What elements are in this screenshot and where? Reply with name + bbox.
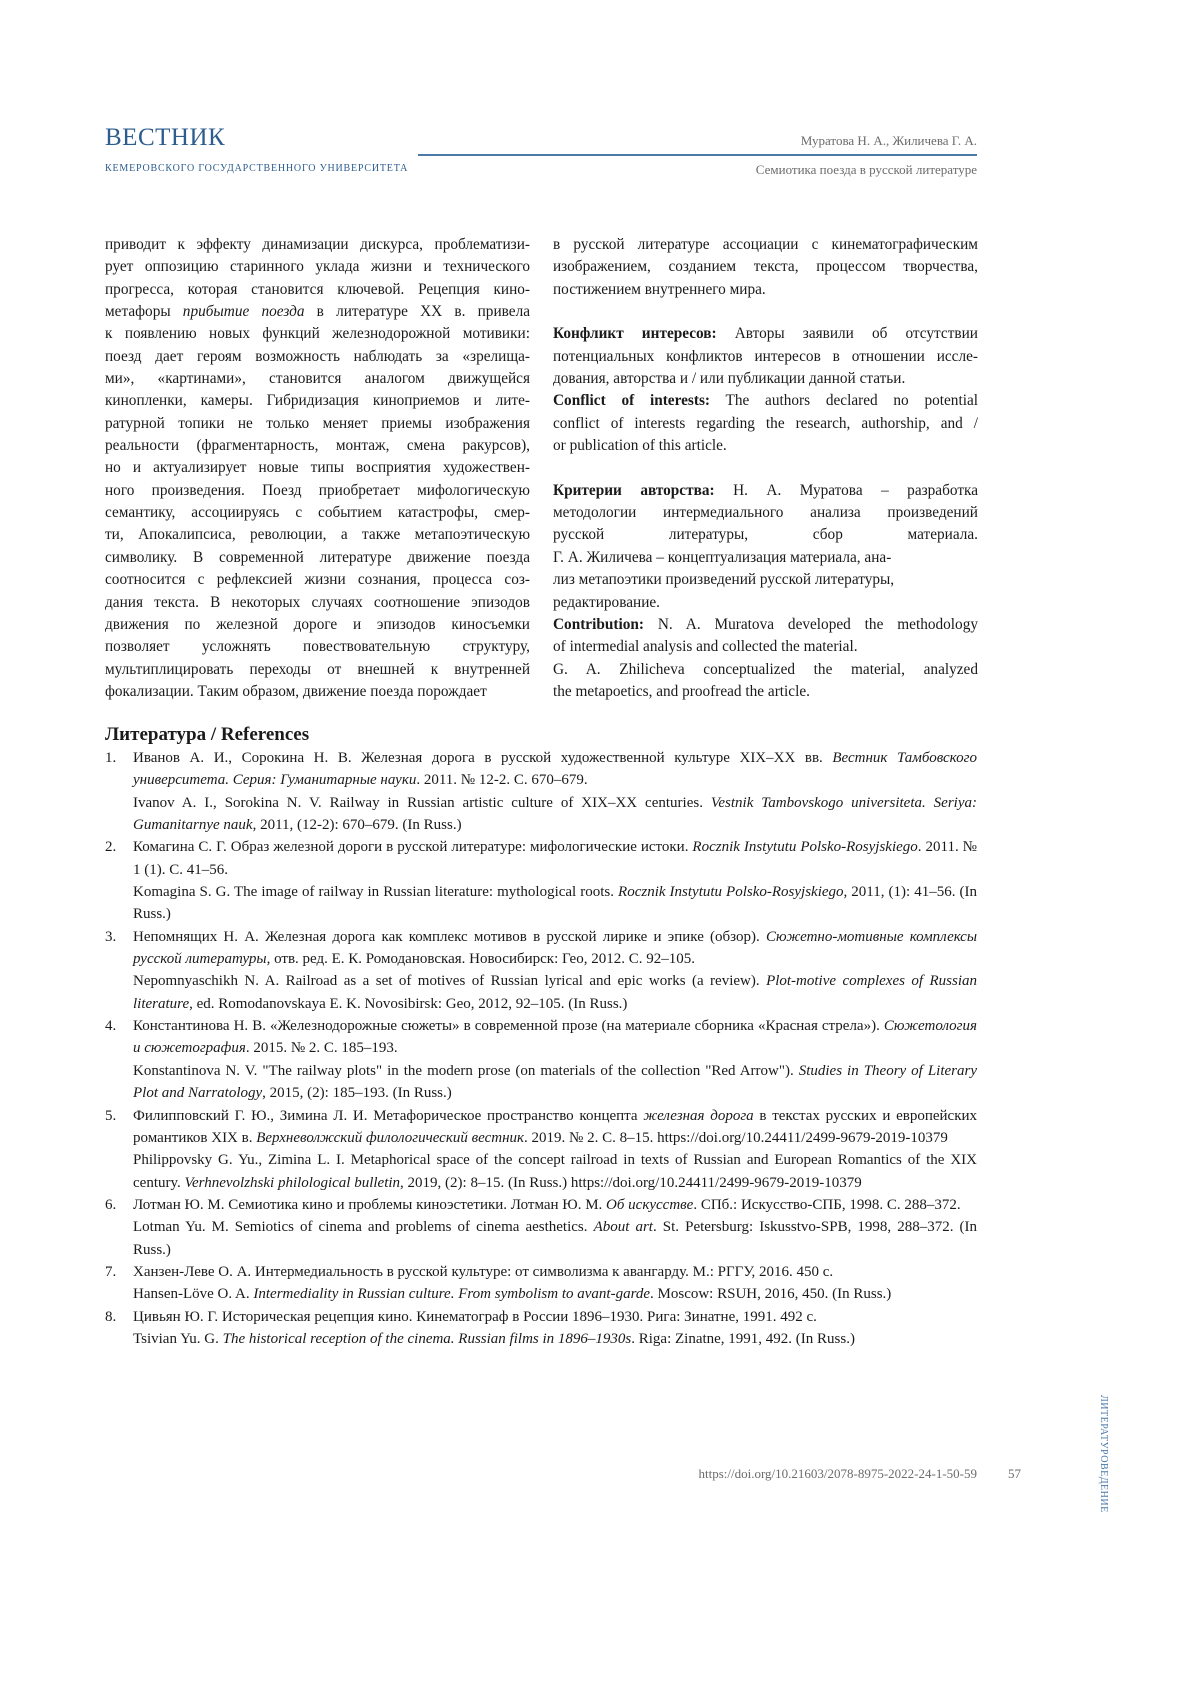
italic-text: Сюжетология и сюжетография — [133, 1018, 977, 1056]
text-line — [553, 346, 978, 368]
reference-ru — [133, 926, 977, 971]
footer-doi[interactable]: https://doi.org/10.21603/2078-8975-2022-24-1-50-59 — [698, 1466, 977, 1482]
text-run: в русской литературе ассоциации с кинематографическим — [553, 236, 978, 253]
text-run: . СПб.: Искусство-СПБ, 1998. С. 288–372. — [693, 1197, 960, 1213]
text-line — [553, 323, 978, 345]
text-run: Lotman Yu. M. Semiotics of cinema and problems of cinema aesthetics. — [133, 1219, 594, 1235]
text-run: Hansen-Löve O. A. — [133, 1286, 253, 1302]
blank-line — [553, 301, 978, 323]
text-run: conflict of interests regarding the research, authorship, and / — [553, 415, 978, 432]
italic-text: Об искусстве — [606, 1197, 693, 1213]
reference-en — [133, 1216, 977, 1261]
italic-text: Rocznik Instytutu Polsko-Rosyjskiego — [618, 884, 844, 900]
reference-item — [105, 1194, 977, 1261]
italic-text: Plot-motive complexes of Russian literature — [133, 973, 977, 1011]
text-run: русской литературы, сбор материала. — [553, 526, 978, 543]
text-run: символику. В современной литературе движение поезда — [105, 549, 530, 566]
text-run: , отв. ред. Е. К. Ромодановская. Новосибирск: Гео, 2012. С. 92–105. — [267, 951, 695, 967]
bold-text: Конфликт интересов: — [553, 325, 717, 342]
text-run: Nepomnyaschikh N. A. Railroad as a set of motives of Russian lyrical and epic works (a review). — [133, 973, 766, 989]
text-run: Цивьян Ю. Г. Историческая рецепция кино. Кинематограф в России 1896–1930. Рига: Зинатне, 1991. 492 с. — [133, 1309, 817, 1325]
text-run: в литературе XX в. привела — [305, 303, 531, 320]
text-line — [105, 323, 530, 345]
text-line — [105, 480, 530, 502]
text-run: позволяет усложнять повествовательную структуру, — [105, 638, 530, 655]
text-run: Philippovsky G. Yu., Zimina L. I. Metaphorical space of the concept railroad in texts of Russian and European Romantics of the XIX century. — [133, 1152, 977, 1190]
text-run: в текстах русских и европейских романтиков XIX в. — [133, 1108, 977, 1146]
text-run: ми», «картинами», становится аналогом движущейся — [105, 370, 530, 387]
reference-item — [105, 1306, 977, 1351]
text-line — [105, 346, 530, 368]
text-run: ратурной топики не только меняет приемы изображения — [105, 415, 530, 432]
text-line — [105, 636, 530, 658]
text-run: соотносится с рефлексией жизни сознания, процесса соз- — [105, 571, 530, 588]
reference-number: 2. — [105, 836, 133, 925]
text-run: The authors declared no potential — [710, 392, 978, 409]
references-list — [105, 747, 977, 1350]
text-run: фокализации. Таким образом, движение поезда порождает — [105, 683, 487, 700]
italic-text: Studies in Theory of Literary Plot and Narratology — [133, 1063, 977, 1101]
running-authors: Муратова Н. А., Жиличева Г. А. — [801, 133, 977, 149]
page-number: 57 — [1008, 1466, 1021, 1482]
text-run: . Riga: Zinatne, 1991, 492. (In Russ.) — [631, 1331, 855, 1347]
reference-number: 8. — [105, 1306, 133, 1351]
italic-text: Verhnevolzhski philological bulletin — [185, 1175, 401, 1191]
text-run: Komagina S. G. The image of railway in Russian literature: mythological roots. — [133, 884, 618, 900]
text-run: рует оппозицию старинного уклада жизни и технического — [105, 258, 530, 275]
text-line — [105, 256, 530, 278]
text-line — [105, 681, 530, 703]
left-text-column — [105, 234, 530, 703]
text-run: Комагина С. Г. Образ железной дороги в русской литературе: мифологические истоки. — [133, 839, 692, 855]
reference-ru — [133, 836, 977, 881]
text-line — [105, 569, 530, 591]
text-line — [105, 368, 530, 390]
text-run: ти, Апокалипсиса, революции, а также метапоэтическую — [105, 526, 530, 543]
text-run: постижением внутреннего мира. — [553, 281, 766, 298]
text-line — [553, 256, 978, 278]
reference-item — [105, 747, 977, 836]
text-run: потенциальных конфликтов интересов в отношении иссле- — [553, 348, 978, 365]
reference-en — [133, 1060, 977, 1105]
text-run: дания текста. В некоторых случаях соотношение эпизодов — [105, 594, 530, 611]
text-run: но и актуализирует новые типы восприятия художествен- — [105, 459, 530, 476]
text-run: движения по железной дороге и эпизодов киносъемки — [105, 616, 530, 633]
text-run: . Moscow: RSUH, 2016, 450. (In Russ.) — [650, 1286, 891, 1302]
text-run: мультиплицировать переходы от внешней к внутренней — [105, 661, 530, 678]
text-run: Лотман Ю. М. Семиотика кино и проблемы киноэстетики. Лотман Ю. М. — [133, 1197, 606, 1213]
text-line — [553, 279, 978, 301]
text-run: Konstantinova N. V. "The railway plots" in the modern prose (on materials of the collection "Red Arrow"). — [133, 1063, 799, 1079]
text-line — [553, 659, 978, 681]
text-line — [105, 234, 530, 256]
references-heading: Литература / References — [105, 724, 309, 746]
reference-ru — [133, 1194, 977, 1216]
journal-subtitle: КЕМЕРОВСКОГО ГОСУДАРСТВЕННОГО УНИВЕРСИТЕТА — [105, 163, 408, 174]
reference-body — [133, 1015, 977, 1104]
reference-ru — [133, 1105, 977, 1150]
reference-body — [133, 1306, 977, 1351]
text-run: прогресса, которая становится ключевой. Рецепция кино- — [105, 281, 530, 298]
bold-text: Критерии авторства: — [553, 482, 715, 499]
reference-ru — [133, 1261, 977, 1283]
text-run: . 2011. № 12-2. С. 670–679. — [416, 772, 587, 788]
text-run: Непомнящих Н. А. Железная дорога как комплекс мотивов в русской лирике и эпике (обзор). — [133, 929, 766, 945]
reference-body — [133, 926, 977, 1015]
reference-item — [105, 1105, 977, 1194]
text-line — [553, 592, 978, 614]
text-run: . 2015. № 2. С. 185–193. — [246, 1040, 398, 1056]
text-run: кинопленки, камеры. Гибридизация киноприемов и лите- — [105, 392, 530, 409]
text-line — [553, 636, 978, 658]
text-run: Tsivian Yu. G. — [133, 1331, 223, 1347]
italic-text: Vestnik Tambovskogo universiteta. Seriya: Gumanitarnye nauk — [133, 795, 977, 833]
text-run: , 2019, (2): 8–15. (In Russ.) https://doi.org/10.24411/2499-9679-2019-10379 — [400, 1175, 862, 1191]
text-run: . St. Petersburg: Iskusstvo-SPB, 1998, 288–372. (In Russ.) — [133, 1219, 977, 1257]
text-line — [105, 301, 530, 323]
text-line — [105, 524, 530, 546]
reference-en — [133, 881, 977, 926]
reference-body — [133, 1105, 977, 1194]
reference-item — [105, 836, 977, 925]
text-line — [105, 457, 530, 479]
text-run: , 2011, (1): 41–56. (In Russ.) — [133, 884, 977, 922]
reference-body — [133, 836, 977, 925]
text-line — [553, 368, 978, 390]
text-run: Ханзен-Леве О. А. Интермедиальность в русской культуре: от символизма к авангарду. М.: РГГУ, 2016. 450 с. — [133, 1264, 833, 1280]
text-line — [105, 390, 530, 412]
text-run: ного произведения. Поезд приобретает мифологическую — [105, 482, 530, 499]
text-run: , 2015, (2): 185–193. (In Russ.) — [262, 1085, 452, 1101]
text-line — [105, 279, 530, 301]
text-run: приводит к эффекту динамизации дискурса, проблематизи- — [105, 236, 530, 253]
italic-text: Сюжетно-мотивные комплексы русской литературы — [133, 929, 977, 967]
text-run: поезд дает героям возможность наблюдать за «зрелища- — [105, 348, 530, 365]
text-line — [553, 569, 978, 591]
bold-text: Conflict of interests: — [553, 392, 710, 409]
text-line — [553, 547, 978, 569]
text-run: N. A. Muratova developed the methodology — [644, 616, 978, 633]
text-line — [553, 390, 978, 412]
reference-body — [133, 1261, 977, 1306]
text-line — [105, 659, 530, 681]
reference-item — [105, 1015, 977, 1104]
reference-number: 4. — [105, 1015, 133, 1104]
text-line — [105, 592, 530, 614]
reference-number: 5. — [105, 1105, 133, 1194]
reference-en — [133, 1328, 977, 1350]
reference-ru — [133, 747, 977, 792]
reference-number: 6. — [105, 1194, 133, 1261]
text-line — [553, 502, 978, 524]
text-run: методологии интермедиального анализа произведений — [553, 504, 978, 521]
text-run: . 2011. № 1 (1). С. 41–56. — [133, 839, 977, 877]
text-run: Константинова Н. В. «Железнодорожные сюжеты» в современной прозе (на материале сборника «Красная стрела»). — [133, 1018, 884, 1034]
text-line — [553, 681, 978, 703]
italic-text: The historical reception of the cinema. Russian films in 1896–1930s — [223, 1331, 632, 1347]
text-run: изображением, созданием текста, процессом творчества, — [553, 258, 978, 275]
text-run: к появлению новых функций железнодорожной мотивики: — [105, 325, 530, 342]
italic-text: Вестник Тамбовского университета. Серия: Гуманитарные науки — [133, 750, 977, 788]
text-line — [553, 524, 978, 546]
header-divider — [418, 154, 977, 156]
reference-body — [133, 1194, 977, 1261]
reference-number: 3. — [105, 926, 133, 1015]
reference-item — [105, 1261, 977, 1306]
reference-en — [133, 1283, 977, 1305]
text-run: . 2019. № 2. С. 8–15. https://doi.org/10.24411/2499-9679-2019-10379 — [524, 1130, 948, 1146]
text-run: , ed. Romodanovskaya E. K. Novosibirsk: Geo, 2012, 92–105. (In Russ.) — [189, 996, 627, 1012]
reference-number: 7. — [105, 1261, 133, 1306]
text-line — [105, 413, 530, 435]
reference-en — [133, 970, 977, 1015]
text-line — [553, 413, 978, 435]
text-line — [553, 614, 978, 636]
text-line — [105, 502, 530, 524]
text-line — [105, 435, 530, 457]
text-run: Иванов А. И., Сорокина Н. В. Железная дорога в русской художественной культуре XIX–XX вв. — [133, 750, 832, 766]
text-run: реальности (фрагментарность, монтаж, смена ракурсов), — [105, 437, 530, 454]
italic-text: About art — [594, 1219, 653, 1235]
text-run: семантику, ассоциируясь с событием катастрофы, смер- — [105, 504, 530, 521]
reference-ru — [133, 1306, 977, 1328]
text-run: or publication of this article. — [553, 437, 727, 454]
text-run: редактирование. — [553, 594, 660, 611]
italic-text: Верхневолжский филологический вестник — [256, 1130, 524, 1146]
text-run: Ivanov A. I., Sorokina N. V. Railway in Russian artistic culture of XIX–XX centuries. — [133, 795, 711, 811]
text-run: , 2011, (12-2): 670–679. (In Russ.) — [253, 817, 462, 833]
italic-text: Intermediality in Russian culture. From symbolism to avant-garde — [253, 1286, 650, 1302]
text-run: of intermedial analysis and collected the material. — [553, 638, 858, 655]
text-line — [553, 435, 978, 457]
italic-text: прибытие поезда — [183, 303, 305, 320]
reference-ru — [133, 1015, 977, 1060]
text-run: Авторы заявили об отсутствии — [717, 325, 978, 342]
section-side-label: ЛИТЕРАТУРОВЕДЕНИЕ — [1098, 1395, 1109, 1513]
bold-text: Contribution: — [553, 616, 644, 633]
text-run: G. A. Zhilicheva conceptualized the material, analyzed — [553, 661, 978, 678]
reference-body — [133, 747, 977, 836]
reference-number: 1. — [105, 747, 133, 836]
text-run: the metapoetics, and proofread the article. — [553, 683, 810, 700]
text-run: Г. А. Жиличева – концептуализация материала, ана- — [553, 549, 891, 566]
right-text-column — [553, 234, 978, 703]
italic-text: Rocznik Instytutu Polsko-Rosyjskiego — [692, 839, 917, 855]
reference-en — [133, 1149, 977, 1194]
reference-en — [133, 792, 977, 837]
italic-text: железная дорога — [643, 1108, 753, 1124]
journal-title: ВЕСТНИК — [105, 124, 225, 152]
text-run: Н. А. Муратова – разработка — [715, 482, 978, 499]
text-line — [553, 234, 978, 256]
text-run: дования, авторства и / или публикации данной статьи. — [553, 370, 905, 387]
running-article-title: Семиотика поезда в русской литературе — [756, 162, 977, 178]
text-run: Филипповский Г. Ю., Зимина Л. И. Метафорическое пространство концепта — [133, 1108, 643, 1124]
text-line — [105, 614, 530, 636]
text-line — [553, 480, 978, 502]
blank-line — [553, 457, 978, 479]
text-run: метафоры — [105, 303, 183, 320]
reference-item — [105, 926, 977, 1015]
text-line — [105, 547, 530, 569]
text-run: лиз метапоэтики произведений русской литературы, — [553, 571, 894, 588]
